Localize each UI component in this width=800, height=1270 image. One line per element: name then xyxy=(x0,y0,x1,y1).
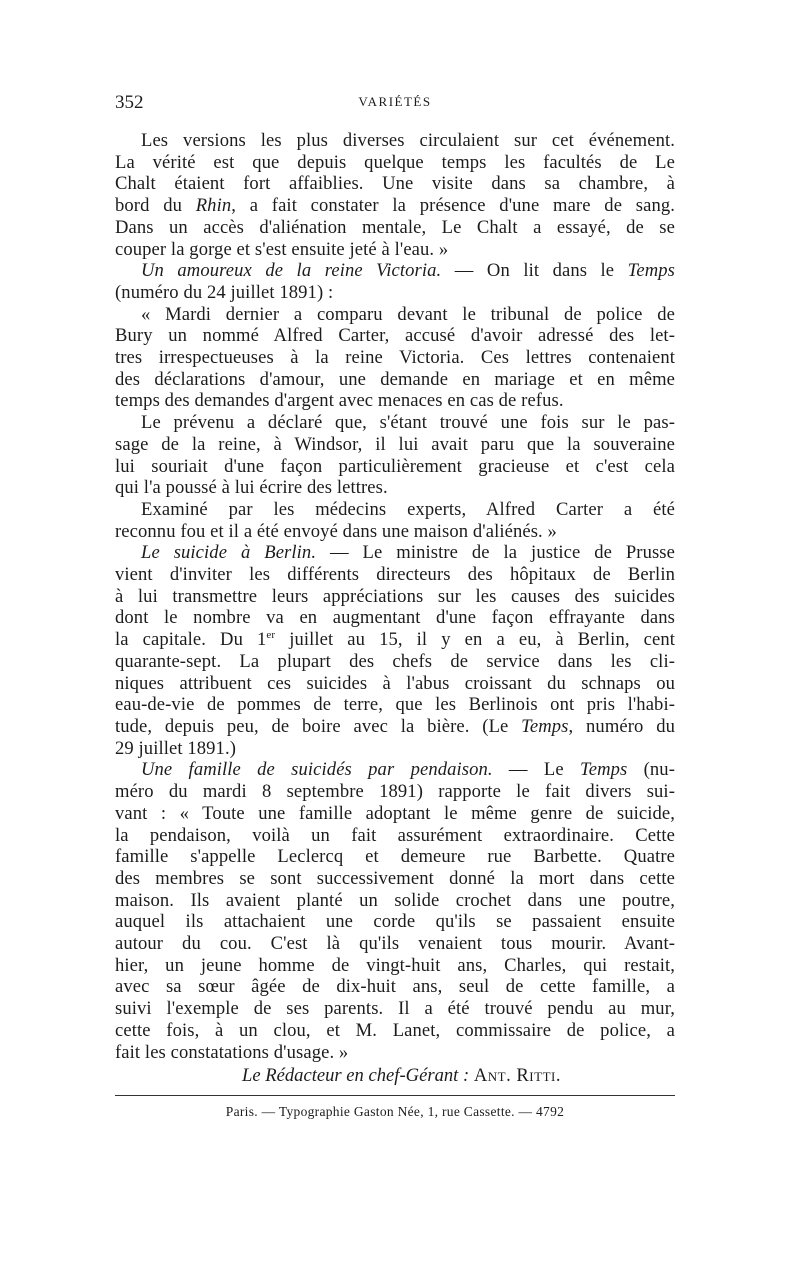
text-line: la capitale. Du 1er juillet au 15, il y en a eu, à Berlin, cent xyxy=(115,628,675,651)
text-line: cette fois, à un clou, et M. Lanet, commissaire de police, a xyxy=(115,1019,675,1041)
text-line: « Mardi dernier a comparu devant le tribunal de police de xyxy=(141,303,675,325)
text-line: La vérité est que depuis quelque temps les facultés de Le xyxy=(115,151,675,173)
text-line: quarante-sept. La plupart des chefs de service dans les cli- xyxy=(115,650,675,672)
text-line: Les versions les plus diverses circulaient sur cet événement. xyxy=(141,130,675,151)
text-line: dont le nombre va en augmentant d'une façon effrayante dans xyxy=(115,607,675,629)
text-line: eau-de-vie de pommes de terre, que les Berlinois ont pris l'habi- xyxy=(115,694,675,716)
signature-name: Ant. Ritti. xyxy=(473,1065,561,1087)
text-line: avec sa sœur âgée de dix-huit ans, seul de cette famille, a xyxy=(115,976,675,998)
article-body xyxy=(115,130,675,1063)
text-line: sage de la reine, à Windsor, il lui avait paru que la souveraine xyxy=(115,433,675,455)
text-line: Une famille de suicidés par pendaison. — Le Temps (nu- xyxy=(141,759,675,781)
text-line: Chalt étaient fort affaiblies. Une visite dans sa chambre, à xyxy=(115,173,675,195)
page-number: 352 xyxy=(115,92,144,113)
text-line: tude, depuis peu, de boire avec la bière. (Le Temps, numéro du xyxy=(115,715,675,737)
text-line: lui souriait d'une façon particulièrement gracieuse et c'est cela xyxy=(115,455,675,477)
text-line: Un amoureux de la reine Victoria. — On lit dans le Temps xyxy=(141,260,675,282)
text-line: hier, un jeune homme de vingt-huit ans, Charles, qui restait, xyxy=(115,954,675,976)
text-line: vant : « Toute une famille adoptant le même genre de suicide, xyxy=(115,802,675,824)
text-line: niques attribuent ces suicides à l'abus croissant du schnaps ou xyxy=(115,672,675,694)
running-head: VARIÉTÉS xyxy=(358,94,432,109)
text-line: Le suicide à Berlin. — Le ministre de la justice de Prusse xyxy=(141,542,675,564)
text-line: des déclarations d'amour, une demande en mariage et en même xyxy=(115,368,675,390)
text-line: Bury un nommé Alfred Carter, accusé d'avoir adressé des let- xyxy=(115,325,675,347)
text-line: (numéro du 24 juillet 1891) : xyxy=(115,281,334,303)
text-line: Le prévenu a déclaré que, s'étant trouvé une fois sur le pas- xyxy=(141,412,675,434)
text-line: suivi l'exemple de ses parents. Il a été trouvé pendu au mur, xyxy=(115,998,675,1020)
text-line: 29 juillet 1891.) xyxy=(115,737,236,759)
text-line: méro du mardi 8 septembre 1891) rapporte le fait divers sui- xyxy=(115,781,675,803)
text-line: auquel ils attachaient une corde qu'ils se passaient ensuite xyxy=(115,911,675,933)
text-line: la pendaison, voilà un fait assurément extraordinaire. Cette xyxy=(115,824,675,846)
text-line: des membres se sont successivement donné la mort dans cette xyxy=(115,867,675,889)
signature xyxy=(115,1065,675,1087)
page-header xyxy=(115,92,675,116)
signature-role: Le Rédacteur en chef-Gérant : xyxy=(242,1065,470,1087)
printer-imprint: Paris. — Typographie Gaston Née, 1, rue Cassette. — 4792 xyxy=(225,1104,565,1120)
text-line: autour du cou. C'est là qu'ils venaient tous mourir. Avant- xyxy=(115,933,675,955)
text-line: famille s'appelle Leclercq et demeure rue Barbette. Quatre xyxy=(115,846,675,868)
page xyxy=(115,92,675,1120)
text-line: reconnu fou et il a été envoyé dans une maison d'aliénés. » xyxy=(115,520,557,542)
text-line: temps des demandes d'argent avec menaces en cas de refus. xyxy=(115,390,564,412)
text-line: vient d'inviter les différents directeurs des hôpitaux de Berlin xyxy=(115,564,675,586)
footer-rule xyxy=(115,1095,675,1096)
text-line: maison. Ils avaient planté un solide crochet dans une poutre, xyxy=(115,889,675,911)
text-line: Examiné par les médecins experts, Alfred Carter a été xyxy=(141,498,675,520)
text-line: couper la gorge et s'est ensuite jeté à l'eau. » xyxy=(115,238,449,260)
text-line: Dans un accès d'aliénation mentale, Le Chalt a essayé, de se xyxy=(115,216,675,238)
text-line: fait les constatations d'usage. » xyxy=(115,1041,349,1063)
text-line: bord du Rhin, a fait constater la présence d'une mare de sang. xyxy=(115,195,675,217)
text-line: qui l'a poussé à lui écrire des lettres. xyxy=(115,477,388,499)
text-line: à lui transmettre leurs appréciations sur les causes des suicides xyxy=(115,585,675,607)
text-line: tres irrespectueuses à la reine Victoria. Ces lettres contenaient xyxy=(115,347,675,369)
